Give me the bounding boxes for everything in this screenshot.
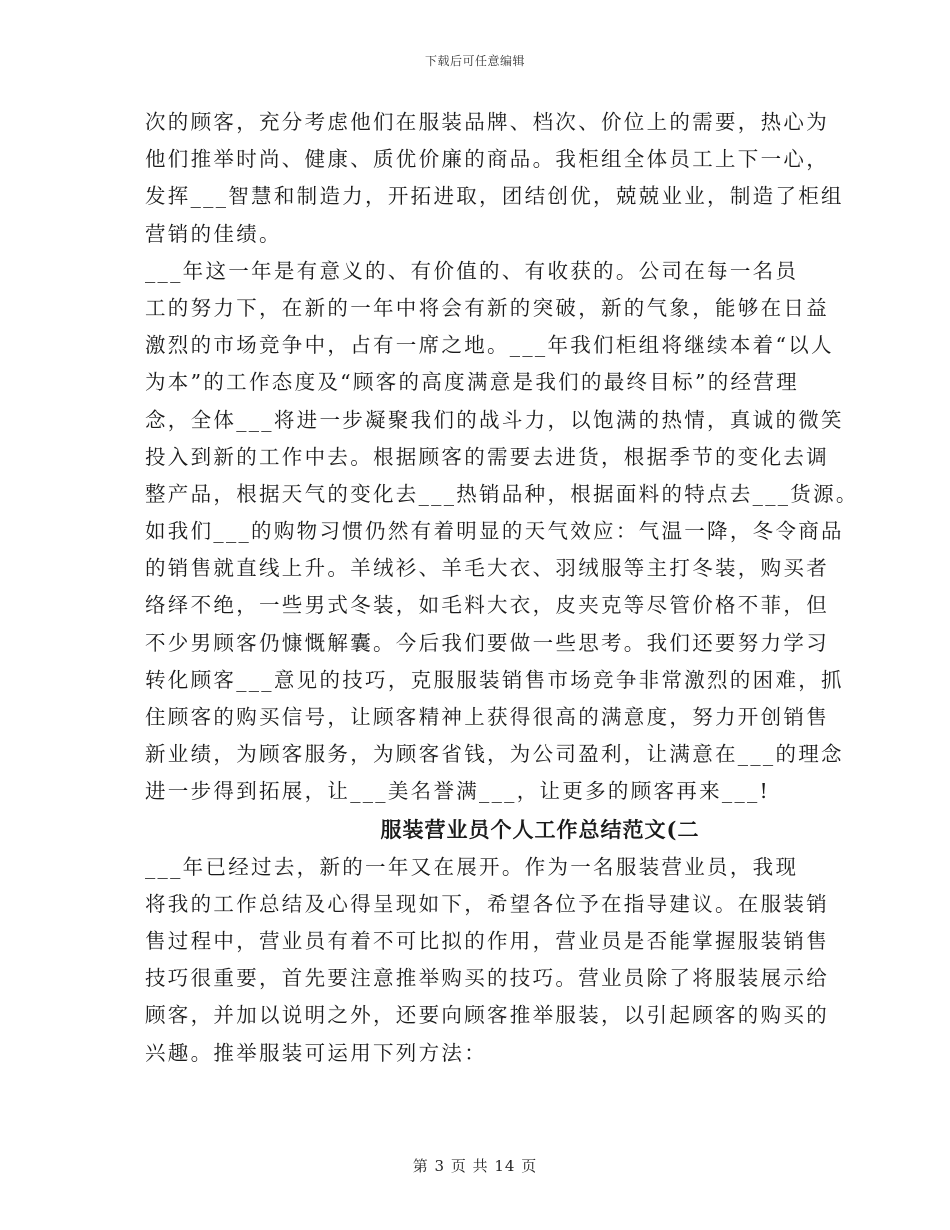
text-line: 如我们___的购物习惯仍然有着明显的天气效应：气温一降，冬令商品 — [145, 519, 844, 544]
section-title: 服装营业员个人工作总结范文(二 — [380, 816, 700, 842]
text-line: 进一步得到拓展，让___美名誉满___，让更多的顾客再来___! — [145, 779, 771, 804]
text-line: 兴趣。推举服装可运用下列方法： — [145, 1040, 487, 1065]
text-line: 技巧很重要，首先要注意推举购买的技巧。营业员除了将服装展示给 — [145, 966, 829, 991]
text-line: 络绎不绝，一些男式冬装，如毛料大衣，皮夹克等尽管价格不菲，但 — [145, 593, 829, 618]
text-line: 售过程中，营业员有着不可比拟的作用，营业员是否能掌握服装销售 — [145, 928, 829, 953]
text-line: ___年已经过去，新的一年又在展开。作为一名服装营业员，我现 — [145, 854, 799, 879]
text-line: 顾客，并加以说明之外，还要向顾客推举服装，以引起顾客的购买的 — [145, 1003, 829, 1028]
text-line: 投入到新的工作中去。根据顾客的需要去进货，根据季节的变化去调 — [145, 444, 829, 469]
text-line: 他们推举时尚、健康、质优价廉的商品。我柜组全体员工上下一心， — [145, 147, 829, 172]
paragraph-3 — [145, 849, 829, 1072]
text-line: 工的努力下，在新的一年中将会有新的突破，新的气象，能够在日益 — [145, 295, 829, 320]
text-line: 新业绩，为顾客服务，为顾客省钱，为公司盈利，让满意在___的理念 — [145, 742, 844, 767]
page-content — [145, 104, 859, 1072]
page-number: 第 3 页 共 14 页 — [412, 1157, 538, 1175]
text-line: 转化顾客___意见的技巧，克服服装销售市场竞争非常激烈的困难，抓 — [145, 667, 844, 692]
text-line: 不少男顾客仍慷慨解囊。今后我们要做一些思考。我们还要努力学习 — [145, 630, 829, 655]
text-line: 住顾客的购买信号，让顾客精神上获得很高的满意度，努力开创销售 — [145, 705, 829, 729]
text-line: ___年这一年是有意义的、有价值的、有收获的。公司在每一名员 — [145, 258, 799, 283]
text-line: 为本”的工作态度及“顾客的高度满意是我们的最终目标”的经营理 — [145, 370, 799, 395]
paragraph-2 — [145, 253, 859, 811]
text-line: 营销的佳绩。 — [145, 221, 282, 246]
text-line: 将我的工作总结及心得呈现如下，希望各位予在指导建议。在服装销 — [145, 891, 829, 916]
header-note: 下载后可任意编辑 — [424, 54, 525, 68]
text-line: 次的顾客，充分考虑他们在服装品牌、档次、价位上的需要，热心为 — [145, 110, 829, 134]
text-line: 激烈的市场竞争中，占有一席之地。___年我们柜组将继续本着“以人 — [145, 333, 834, 358]
text-line: 念，全体___将进一步凝聚我们的战斗力，以饱满的热情，真诚的微笑 — [145, 407, 844, 432]
text-line: 的销售就直线上升。羊绒衫、羊毛大衣、羽绒服等主打冬装，购买者 — [145, 556, 829, 581]
paragraph-1 — [145, 104, 844, 253]
text-line: 整产品，根据天气的变化去___热销品种，根据面料的特点去___货源。 — [145, 481, 859, 506]
text-line: 发挥___智慧和制造力，开拓进取，团结创优，兢兢业业，制造了柜组 — [145, 184, 844, 209]
